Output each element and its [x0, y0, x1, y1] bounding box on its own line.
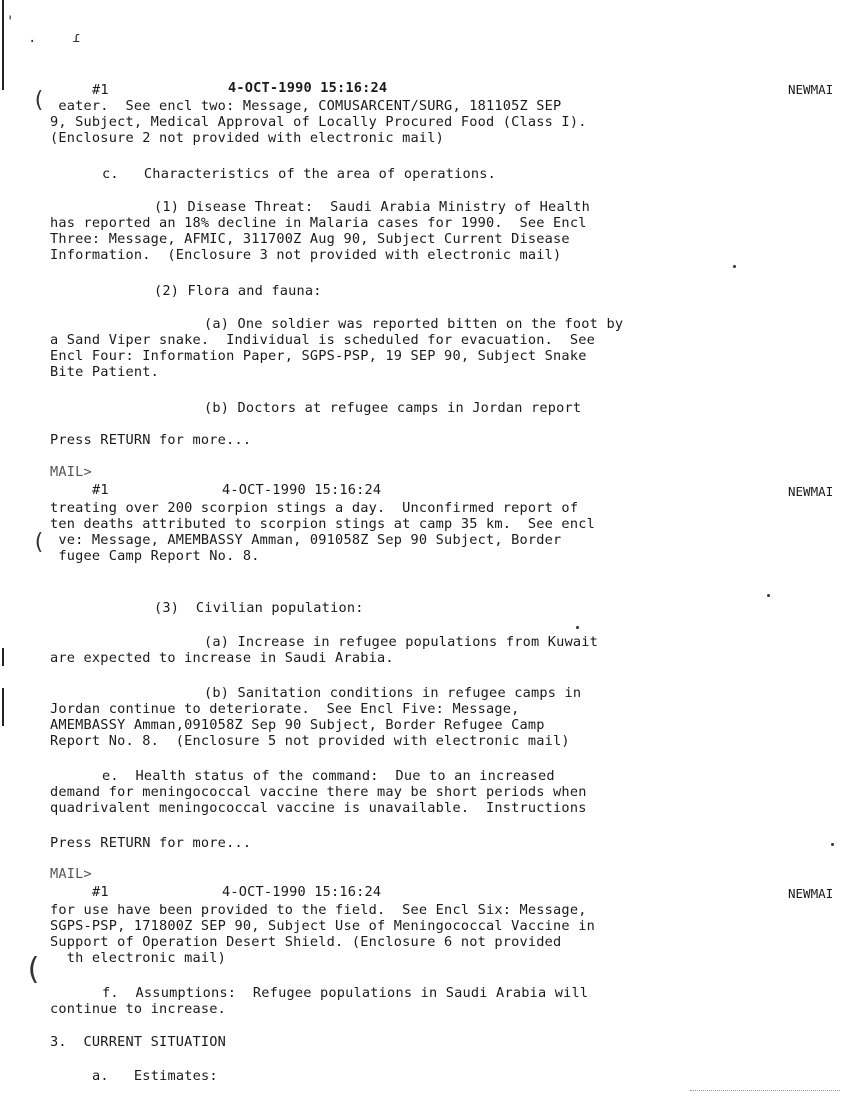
scan-mark: (: [32, 88, 46, 113]
text-line: a Sand Viper snake. Individual is scheduled for evacuation. See: [50, 332, 595, 348]
text-line: has reported an 18% decline in Malaria cases for 1990. See Encl: [50, 215, 587, 231]
scan-dotline: [690, 1090, 840, 1091]
header-date: 4-OCT-1990 15:16:24: [222, 482, 382, 498]
section-heading: 3. CURRENT SITUATION: [50, 1034, 227, 1050]
scan-mark: .: [28, 30, 37, 46]
scan-dot: [576, 626, 579, 629]
text-line: Report No. 8. (Enclosure 5 not provided with electronic mail): [50, 733, 570, 749]
section-heading: c. Characteristics of the area of operations.: [102, 166, 497, 182]
text-line: quadrivalent meningococcal vaccine is unavailable. Instructions: [50, 800, 587, 816]
text-line: (b) Doctors at refugee camps in Jordan report: [204, 400, 582, 416]
text-line: (b) Sanitation conditions in refugee camps in: [204, 685, 582, 701]
text-line: (2) Flora and fauna:: [154, 283, 322, 299]
newmail-indicator: NEWMAI: [788, 82, 834, 97]
press-return-prompt[interactable]: Press RETURN for more...: [50, 835, 252, 851]
text-line: SGPS-PSP, 171800Z SEP 90, Subject Use of Meningococcal Vaccine in: [50, 918, 595, 934]
scan-dot: [767, 594, 770, 597]
text-line: treating over 200 scorpion stings a day. Unconfirmed report of: [50, 500, 579, 516]
scan-dot: [831, 843, 834, 846]
text-line: demand for meningococcal vaccine there may be short periods when: [50, 784, 587, 800]
text-line: fugee Camp Report No. 8.: [50, 548, 260, 564]
scan-mark: (: [24, 952, 43, 987]
text-line: (1) Disease Threat: Saudi Arabia Ministry of Health: [154, 199, 590, 215]
text-line: ten deaths attributed to scorpion stings at camp 35 km. See encl: [50, 516, 595, 532]
margin-bar: [2, 648, 4, 666]
section-heading: a. Estimates:: [92, 1068, 218, 1084]
text-line: e. Health status of the command: Due to an increased: [102, 768, 555, 784]
header-num: #1: [92, 884, 109, 900]
margin-bar: [2, 0, 4, 90]
scan-dot: [733, 265, 736, 268]
header-date: 4-OCT-1990 15:16:24: [222, 884, 382, 900]
press-return-prompt[interactable]: Press RETURN for more...: [50, 432, 252, 448]
header-num: #1: [92, 82, 109, 98]
newmail-indicator: NEWMAI: [788, 484, 834, 499]
text-line: (a) One soldier was reported bitten on the foot by: [204, 316, 624, 332]
text-line: Information. (Enclosure 3 not provided with electronic mail): [50, 247, 562, 263]
text-line: th electronic mail): [50, 950, 227, 966]
newmail-indicator: NEWMAI: [788, 886, 834, 901]
text-line: for use have been provided to the field. See Encl Six: Message,: [50, 902, 587, 918]
header-date: 4-OCT-1990 15:16:24: [228, 80, 388, 96]
header-num: #1: [92, 482, 109, 498]
section-heading: (3) Civilian population:: [154, 600, 364, 616]
text-line: are expected to increase in Saudi Arabia.: [50, 650, 394, 666]
text-line: (a) Increase in refugee populations from Kuwait: [204, 634, 599, 650]
text-line: Bite Patient.: [50, 364, 159, 380]
scan-mark: ': [6, 14, 15, 30]
text-line: Support of Operation Desert Shield. (Enclosure 6 not provided: [50, 934, 562, 950]
text-line: (Enclosure 2 not provided with electronic mail): [50, 130, 445, 146]
text-line: ve: Message, AMEMBASSY Amman, 091058Z Sep 90 Subject, Border: [50, 532, 562, 548]
text-line: continue to increase.: [50, 1001, 227, 1017]
text-line: eater. See encl two: Message, COMUSARCENT/SURG, 181105Z SEP: [50, 98, 562, 114]
text-line: Three: Message, AFMIC, 311700Z Aug 90, Subject Current Disease: [50, 231, 570, 247]
text-line: 9, Subject, Medical Approval of Locally Procured Food (Class I).: [50, 114, 587, 130]
scan-mark: ɾ: [72, 30, 81, 46]
mail-prompt[interactable]: MAIL>: [50, 464, 92, 480]
text-line: Jordan continue to deteriorate. See Encl Five: Message,: [50, 701, 520, 717]
text-line: Encl Four: Information Paper, SGPS-PSP, 19 SEP 90, Subject Snake: [50, 348, 587, 364]
margin-bar: [2, 688, 4, 726]
text-line: f. Assumptions: Refugee populations in Saudi Arabia will: [102, 985, 589, 1001]
mail-prompt[interactable]: MAIL>: [50, 866, 92, 882]
text-line: AMEMBASSY Amman,091058Z Sep 90 Subject, Border Refugee Camp: [50, 717, 545, 733]
scan-mark: (: [32, 530, 46, 555]
